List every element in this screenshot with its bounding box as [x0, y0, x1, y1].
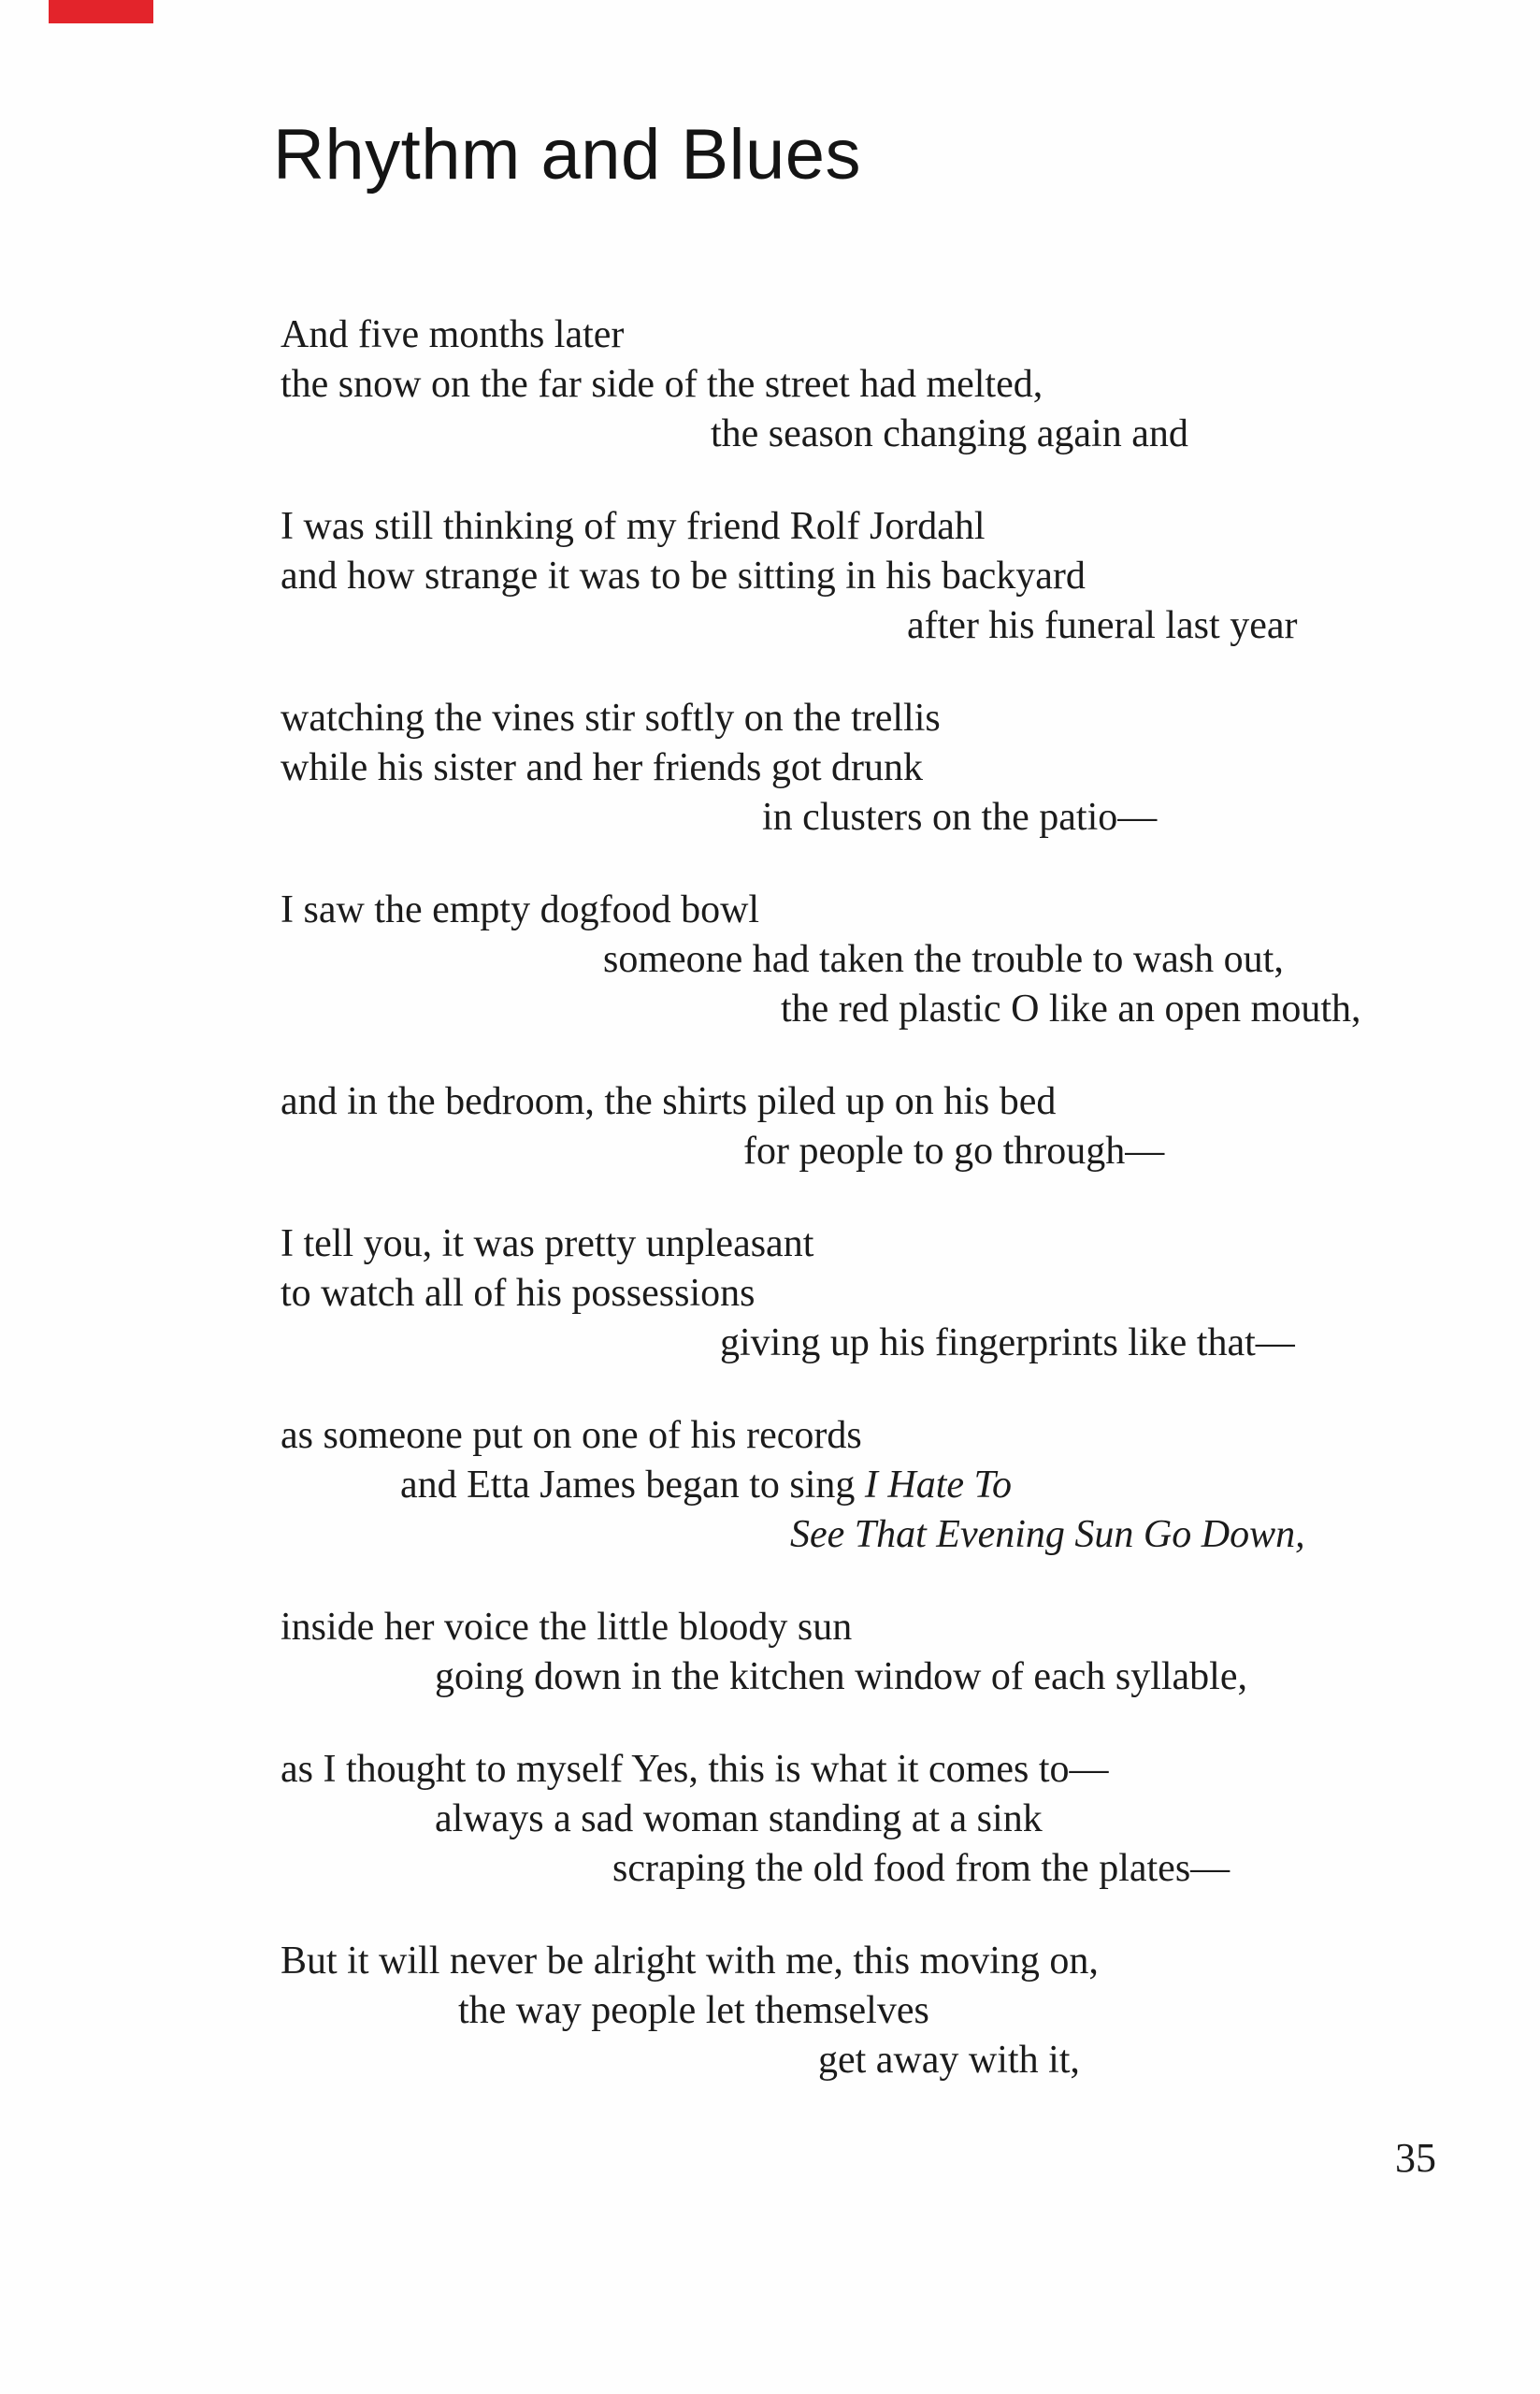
poem-title: Rhythm and Blues: [273, 115, 861, 195]
stanza: [281, 1937, 1459, 2085]
poem-text: someone had taken the trouble to wash out,: [603, 938, 1284, 981]
poem-line: [720, 1319, 1459, 1368]
poem-text: the snow on the far side of the street had melted,: [281, 363, 1043, 406]
poem-line: [281, 1603, 1459, 1652]
poem-line: [281, 310, 1459, 360]
stanza: [281, 1603, 1459, 1702]
poem-line: [281, 886, 1459, 935]
stanza: [281, 1219, 1459, 1368]
poem-text: I was still thinking of my friend Rolf Jordahl: [281, 505, 986, 548]
poem-text: while his sister and her friends got drunk: [281, 746, 924, 789]
poem-text: get away with it,: [818, 2039, 1080, 2082]
poem-text: the way people let themselves: [458, 1989, 929, 2032]
poem-text: and how strange it was to be sitting in his backyard: [281, 555, 1086, 598]
poem-text: scraping the old food from the plates—: [612, 1847, 1231, 1890]
poem-text: I saw the empty dogfood bowl: [281, 888, 760, 931]
scan-artifact-red-mark: [49, 0, 153, 23]
poem-text: giving up his fingerprints like that—: [720, 1321, 1295, 1364]
poem-line: [281, 1411, 1459, 1461]
stanza: [281, 310, 1459, 459]
poem-line: [790, 1510, 1459, 1560]
page-number: 35: [1395, 2135, 1436, 2181]
poem-line: [612, 1844, 1459, 1894]
poem-text: But it will never be alright with me, this moving on,: [281, 1940, 1099, 1983]
poem-line: [281, 552, 1459, 601]
poem-text: in clusters on the patio—: [762, 796, 1158, 839]
poem-line: [762, 793, 1459, 843]
poem-line: [281, 502, 1459, 552]
poem-line: [603, 935, 1459, 985]
poem-body: [281, 310, 1459, 2128]
stanza: [281, 1411, 1459, 1560]
poem-text: to watch all of his possessions: [281, 1272, 756, 1315]
poem-line: [781, 985, 1459, 1034]
poem-line: [281, 360, 1459, 410]
poem-line: [435, 1652, 1459, 1702]
poem-text: watching the vines stir softly on the trellis: [281, 697, 941, 740]
poem-text-italic: See That Evening Sun Go Down,: [790, 1513, 1305, 1556]
poem-line: [907, 601, 1459, 651]
poem-line: [458, 1986, 1459, 2036]
stanza: [281, 502, 1459, 651]
poem-line: [435, 1795, 1459, 1844]
poem-text: always a sad woman standing at a sink: [435, 1797, 1043, 1840]
poem-line: [281, 1745, 1459, 1795]
poem-text: I tell you, it was pretty unpleasant: [281, 1222, 814, 1265]
poem-line: [743, 1127, 1459, 1176]
poem-text: as someone put on one of his records: [281, 1414, 862, 1457]
stanza: [281, 694, 1459, 843]
poem-line: [281, 1219, 1459, 1269]
poem-text: and in the bedroom, the shirts piled up on his bed: [281, 1080, 1057, 1123]
poem-text: after his funeral last year: [907, 604, 1298, 647]
poem-line: [818, 2036, 1459, 2085]
poem-line: [281, 743, 1459, 793]
poem-text: inside her voice the little bloody sun: [281, 1606, 853, 1649]
poem-text: going down in the kitchen window of each syllable,: [435, 1655, 1247, 1698]
poem-line: [281, 1937, 1459, 1986]
poem-line: [281, 1269, 1459, 1319]
poem-text: And five months later: [281, 313, 625, 356]
stanza: [281, 1077, 1459, 1176]
poem-text: the red plastic O like an open mouth,: [781, 988, 1361, 1031]
poem-text: the season changing again and: [711, 412, 1188, 455]
poem-text: for people to go through—: [743, 1130, 1165, 1173]
stanza: [281, 1745, 1459, 1894]
poem-text: as I thought to myself Yes, this is what it comes to—: [281, 1748, 1109, 1791]
poem-line: [400, 1461, 1459, 1510]
poem-line: [281, 694, 1459, 743]
poem-text: and Etta James began to sing: [400, 1464, 865, 1507]
stanza: [281, 886, 1459, 1034]
poem-line: [281, 1077, 1459, 1127]
poem-line: [711, 410, 1459, 459]
poem-text-italic: I Hate To: [864, 1464, 1013, 1507]
